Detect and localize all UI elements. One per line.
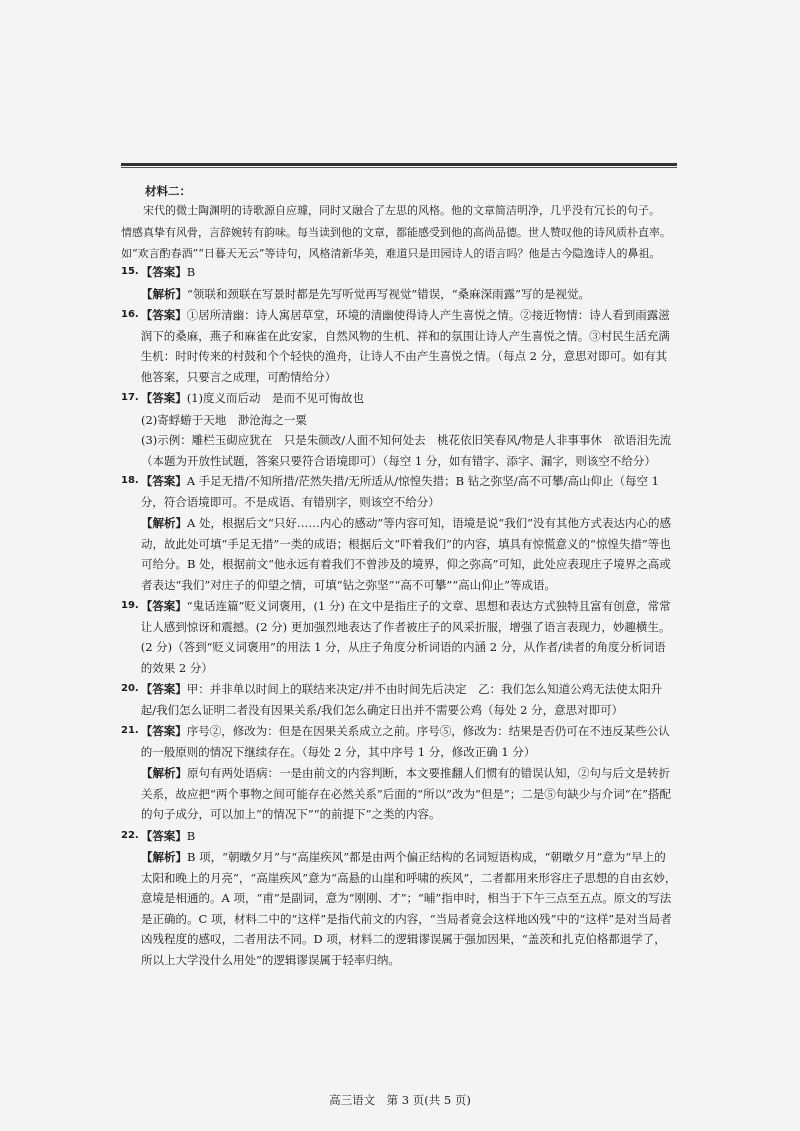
answer-text: A 手足无措/不知所措/茫然失措/无所适从/惊惶失措；B 钻之弥坚/高不可攀/高山仰止（每空 1 分，符合语境即可。不是成语、有错别字，则该空不给分）: [140, 474, 660, 509]
answer-tag: 【答案】: [140, 265, 187, 279]
answer-text: B: [186, 828, 196, 843]
answer-body: [141, 826, 677, 847]
answer-body: [141, 721, 677, 762]
answer-item: [121, 262, 677, 283]
answer-text: “领联和颈联在写景时都是先写听觉再写视觉”错误，“桑麻深雨露”写的是视觉。: [187, 286, 591, 301]
material-line: 如“欢言酌春酒”“日暮天无云”等诗句，风格清新华美，难道只是田园诗人的语言吗？他是古今隐逸诗人的鼻祖。: [121, 247, 661, 260]
page-footer: 高三语文 第 3 页(共 5 页): [329, 1093, 471, 1107]
answer-tag: 【答案】: [140, 724, 187, 738]
answer-tag: 【答案】: [140, 828, 187, 843]
answer-tag: 【答案】: [140, 391, 187, 405]
answer-list: [121, 262, 677, 971]
answer-item: [121, 513, 677, 595]
answer-text: (3)示例：雕栏玉砌应犹在 只是朱颜改/人面不知何处去 桃花依旧笑春风/物是人非事事休 欲语泪先流（本题为开放性试题，答案只要符合语境即可）（每空 1 分，如有错字、添字、漏字，则该空不给分）: [141, 433, 672, 468]
answer-item: [121, 305, 677, 387]
question-number: 15.: [121, 266, 139, 277]
answer-text: 原句有两处语病：一是由前文的内容判断，本文要推翻人们惯有的错误认知，②句与后文是转折关系，故应把“两个事物之间可能存在必然关系”后面的“所以”改为“但是”；二是⑤句缺少与介词“在”搭配的句子成分，可以加上“的情况下”“的前提下”之类的内容。: [141, 766, 672, 821]
answer-tag: 【解析】: [141, 850, 187, 864]
material-line: 宋代的微士陶渊明的诗歌源自应璩，同时又融合了左思的风格。他的文章简洁明净，几乎没有冗长的句子。: [143, 204, 660, 217]
answer-text: 序号②，修改为：但是在因果关系成立之前。序号⑤，修改为：结果是否仍可在不违反某些公认的一般原则的情况下继续存在。（每处 2 分，其中序号 1 分，修改正确 1 分）: [140, 724, 670, 759]
answer-item: [121, 847, 677, 970]
answer-text: A 处，根据后文“只好……内心的感动”等内容可知，语境是说“我们”没有其他方式表达内心的感动，故此处可填“手足无措”一类的成语；根据后文“吓着我们”的内容，填具有惊慌意义的“惊惶失措”等也可给分。B 处，根据前文“他永远有着我们不曾涉及的境界，仰之弥高”可知，此处应表现庄子境界之高或者表达“我们”对庄子的仰望之情，可填“钻之弥坚”“高不可攀”“高山仰止”等成语。: [141, 516, 671, 592]
answer-item: [121, 826, 677, 847]
question-number: 22.: [121, 829, 139, 841]
answer-text: B: [186, 265, 196, 279]
answer-body: [141, 410, 677, 431]
answer-body: [141, 262, 677, 283]
question-number: 16.: [121, 309, 139, 320]
answer-item: [121, 763, 677, 825]
answer-item: [121, 430, 677, 471]
answer-item: [121, 596, 677, 678]
answer-body: [141, 679, 677, 720]
answer-body: [141, 471, 677, 512]
answer-tag: 【答案】: [140, 474, 187, 488]
question-number: 21.: [121, 725, 139, 736]
top-rule-thin: [121, 167, 677, 168]
question-number: 20.: [121, 683, 139, 694]
material-line: 情感真挚有风骨，言辞婉转有韵味。每当读到他的文章，都能感受到他的高尚品德。世人赞叹他的诗风质朴直率。: [121, 225, 671, 239]
answer-text: (1)度义而后动 是而不见可悔故也: [186, 391, 365, 405]
answer-body: [141, 847, 677, 970]
answer-body: [141, 388, 677, 409]
answer-body: [141, 284, 677, 305]
answer-item: [121, 284, 677, 305]
answer-tag: 【解析】: [141, 516, 187, 530]
answer-text: (2)寄蜉蝣于天地 渺沧海之一粟: [141, 412, 307, 427]
answer-text: “鬼话连篇”贬义词褒用，(1 分) 在文中是指庄子的文章、思想和表达方式独特且富有创意，常常让人感到惊讶和震撼。(2 分) 更加强烈地表达了作者被庄子的风采折服，增强了语言表现力，妙趣横生。(2 分)（答到“贬义词褒用”的用法 1 分，从庄子角度分析词语的内涵 2 分，从作者/读者的角度分析词语的效果 2 分）: [140, 599, 671, 675]
question-number: 17.: [121, 392, 139, 403]
answer-item: [121, 721, 677, 762]
answer-text: 甲：并非单以时间上的联结来决定/并不由时间先后决定 乙：我们怎么知道公鸡无法使太阳升起/我们怎么证明二者没有因果关系/我们怎么确定日出并不需要公鸡（每处 2 分，意思对即可）: [140, 682, 663, 717]
answer-tag: 【答案】: [140, 599, 187, 613]
answer-tag: 【答案】: [140, 308, 187, 322]
answer-tag: 【解析】: [141, 286, 187, 301]
answer-tag: 【解析】: [141, 766, 187, 780]
answer-body: [141, 596, 677, 678]
answer-text: B 项，“朝暾夕月”与“高崖疾风”都是由两个偏正结构的名词短语构成，“朝暾夕月”意为“早上的太阳和晚上的月亮”，“高崖疾风”意为“高悬的山崖和呼啸的疾风”，二者都用来形容庄子思想的自由玄妙，意境是相通的。A 项，“甫”是副词，意为“刚刚、才”；“晡”指申时，相当于下午三点至五点。原文的写法是正确的。C 项，材料二中的“这样”是指代前文的内容，“当局者竟会这样地凶残”中的“这样”是对当局者凶残程度的感叹，二者用法不同。D 项，材料二的逻辑谬误属于强加因果，“盖茨和扎克伯格都退学了，所以上大学没什么用处”的逻辑谬误属于轻率归纳。: [141, 850, 677, 967]
answer-item: [121, 471, 677, 512]
answer-item: [121, 388, 677, 409]
answer-body: [141, 513, 677, 595]
answer-tag: 【答案】: [140, 682, 187, 696]
answer-item: [121, 410, 677, 431]
top-rule: [121, 163, 677, 166]
material-heading: 材料二：: [145, 184, 191, 198]
answer-body: [141, 763, 677, 825]
answer-item: [121, 679, 677, 720]
answer-text: ①居所清幽：诗人寓居草堂，环境的清幽使得诗人产生喜悦之情。②接近物情：诗人看到雨露滋润下的桑麻，燕子和麻雀在此安家，自然风物的生机、祥和的氛围让诗人产生喜悦之情。③村民生活充满生机：时时传来的村鼓和个个轻快的渔舟，让诗人不由产生喜悦之情。（每点 2 分，意思对即可。如有其他答案，只要言之成理，可酌情给分）: [140, 308, 670, 384]
answer-body: [141, 305, 677, 387]
answer-body: [141, 430, 677, 471]
material-text: [121, 200, 677, 265]
question-number: 19.: [121, 600, 139, 611]
question-number: 18.: [121, 475, 139, 486]
